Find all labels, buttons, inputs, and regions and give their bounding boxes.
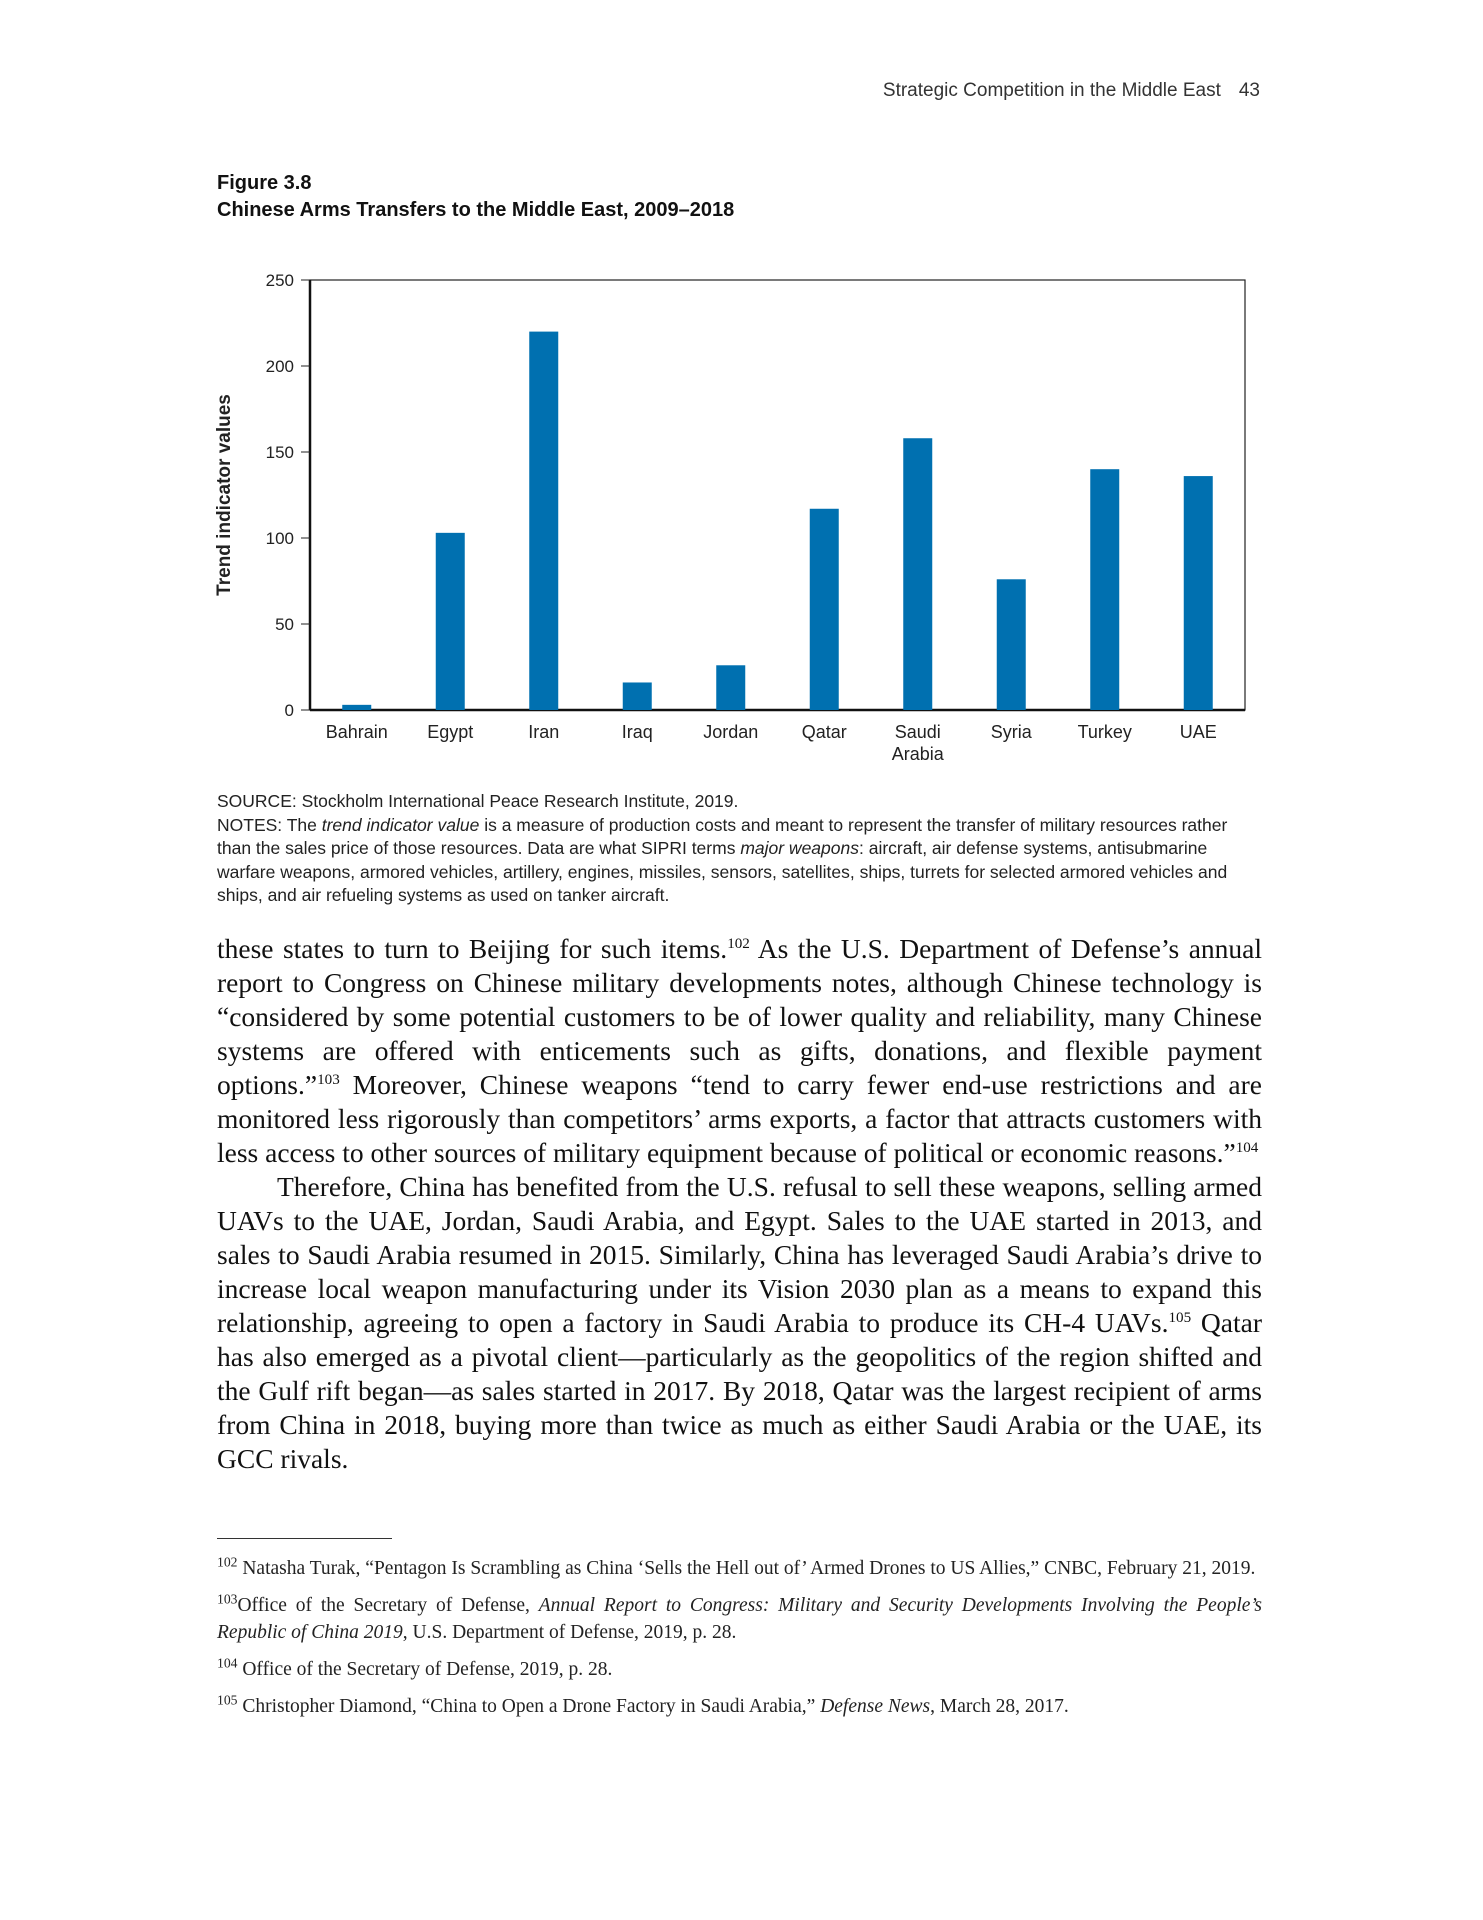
y-tick-label: 200 xyxy=(265,357,294,376)
figure-title: Chinese Arms Transfers to the Middle East, 2009–2018 xyxy=(217,199,735,221)
bar xyxy=(529,332,558,710)
bar xyxy=(1090,469,1119,710)
footnote: $^{103}$Office of the Secretary of Defense, Annual Report to Congress: Military and Security Developments Involving the People’s Republic of China 2019, U.S. Department of Defense, 2019, p. 28. xyxy=(217,1591,1262,1643)
bar xyxy=(1184,476,1213,710)
paragraph-1: these states to turn to Beijing for such items.$^{102}$ As the U.S. Department of Defense’s annual report to Congress on Chinese military developments notes, although Chinese technology is “considered by some potential customers to be of lower quality and reliability, many Chinese systems are offered with enticements such as gifts, donations, and flexible payment options.”$^{103}$ Moreover, Chinese weapons “tend to carry fewer end-use restrictions and are monitored less rigorously than competitors’ arms exports, a factor that attracts customers with less access to other sources of military equipment because of political or economic reasons.”$^{104}$ xyxy=(217,933,1262,1168)
paragraph-2: Therefore, China has benefited from the U.S. refusal to sell these weapons, selling armed UAVs to the UAE, Jordan, Saudi Arabia, and Egypt. Sales to the UAE started in 2013, and sales to Saudi Arabia resumed in 2015. Similarly, China has leveraged Saudi Arabia’s drive to increase local weapon manufacturing under its Vision 2030 plan as a means to expand this relationship, agreeing to open a factory in Saudi Arabia to produce its CH-4 UAVs.$^{105}$ Qatar has also emerged as a pivotal client—particularly as the geopolitics of the region shifted and the Gulf rift began—as sales started in 2017. By 2018, Qatar was the largest recipient of arms from China in 2018, buying more than twice as much as either Saudi Arabia or the UAE, its GCC rivals. xyxy=(217,1171,1262,1474)
footnote-ref: 104 xyxy=(1235,1139,1259,1156)
running-head-title: Strategic Competition in the Middle East xyxy=(882,80,1221,101)
figure-caption xyxy=(217,170,734,224)
footnotes xyxy=(217,1545,1262,1720)
footnote-ref: 105 xyxy=(1168,1309,1192,1326)
bar xyxy=(997,579,1026,710)
page-number: 43 xyxy=(1238,80,1260,101)
bar xyxy=(903,438,932,710)
figure-notes-text: NOTES: The trend indicator value is a measure of production costs and meant to represent the transfer of military resources rather than the sales price of those resources. Data are what SIPRI terms major weapons: aircraft, air defense systems, antisubmarine warfare weapons, armored vehicles, artillery, engines, missiles, sensors, satellites, ships, turrets for selected armored vehicles and ships, and air refueling systems as used on tanker aircraft. xyxy=(217,814,1228,905)
bar xyxy=(436,533,465,710)
figure-label: Figure 3.8 xyxy=(217,172,312,194)
bar xyxy=(716,665,745,710)
footnote: $^{102}$ Natasha Turak, “Pentagon Is Scrambling as China ‘Sells the Hell out of’ Armed Drones to US Allies,” CNBC, February 21, 2019. xyxy=(217,1554,1256,1579)
bar-chart-svg xyxy=(200,268,1260,778)
x-tick-label: Egypt xyxy=(427,722,474,742)
x-tick-label: Saudi Arabia xyxy=(891,722,944,764)
y-tick-label: 50 xyxy=(275,615,294,634)
figure-source: SOURCE: Stockholm International Peace Research Institute, 2019. xyxy=(217,791,739,811)
footnote-ref: 103 xyxy=(317,1071,340,1088)
x-tick-label: Qatar xyxy=(801,722,847,742)
footnote: $^{105}$ Christopher Diamond, “China to Open a Drone Factory in Saudi Arabia,” Defense News, March 28, 2017. xyxy=(217,1692,1069,1717)
x-tick-label: Iraq xyxy=(621,722,653,742)
footnote: $^{104}$ Office of the Secretary of Defense, 2019, p. 28. xyxy=(217,1655,613,1680)
x-tick-label: Bahrain xyxy=(325,722,388,742)
bar xyxy=(342,705,371,710)
figure-notes xyxy=(217,790,1262,908)
running-head xyxy=(840,80,1260,102)
y-tick-label: 100 xyxy=(265,529,294,548)
bar-chart xyxy=(200,268,1260,783)
body-text xyxy=(217,932,1262,1476)
footnote-ref: 102 xyxy=(727,935,750,952)
x-tick-label: UAE xyxy=(1179,722,1217,742)
footnote-rule xyxy=(217,1538,392,1539)
bar xyxy=(623,682,652,710)
x-tick-label: Iran xyxy=(528,722,560,742)
bar xyxy=(810,509,839,710)
y-tick-label: 150 xyxy=(265,443,294,462)
x-tick-label: Syria xyxy=(990,722,1032,742)
y-tick-label: 250 xyxy=(265,271,294,290)
y-tick-label: 0 xyxy=(284,701,294,720)
x-tick-label: Jordan xyxy=(703,722,759,742)
y-axis-label: Trend indicator values xyxy=(214,394,235,596)
x-tick-label: Turkey xyxy=(1077,722,1132,742)
